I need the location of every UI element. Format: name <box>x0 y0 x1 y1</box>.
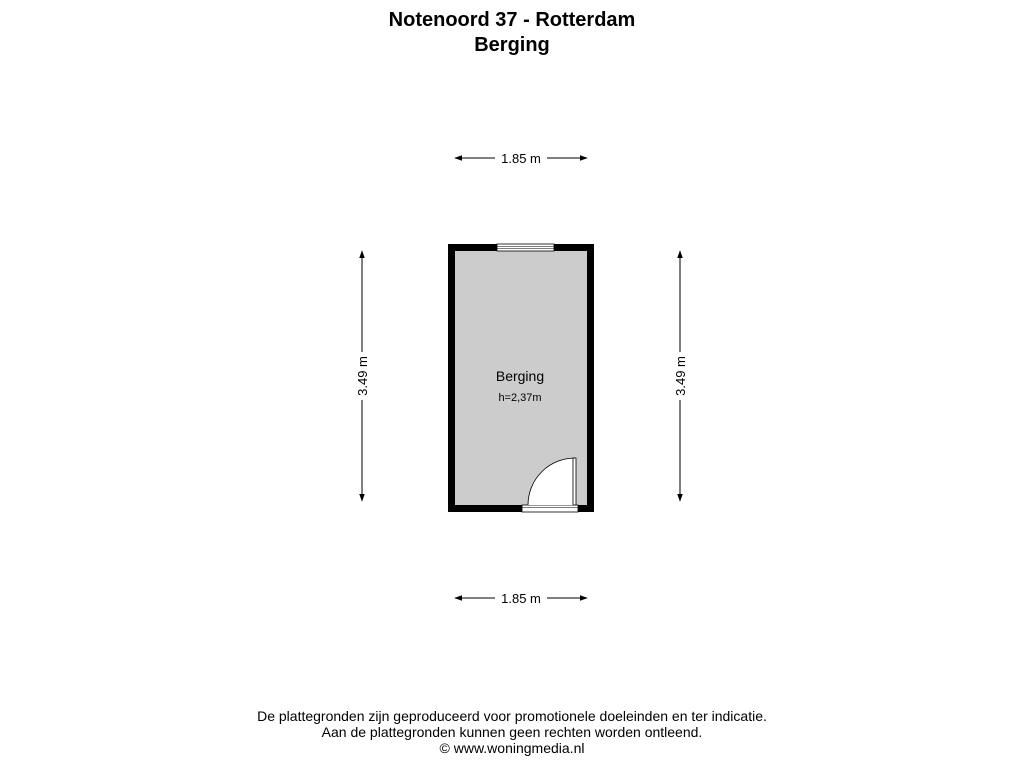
disclaimer-line-2: Aan de plattegronden kunnen geen rechten worden ontleend. <box>321 724 703 740</box>
dimension-label-bottom: 1.85 m <box>501 591 541 606</box>
dimension-left-depth <box>355 251 370 501</box>
door-leaf <box>573 458 576 505</box>
door-threshold <box>522 505 578 512</box>
dimension-label-left: 3.49 m <box>355 356 370 396</box>
dimension-bottom-width <box>455 591 587 606</box>
room-name: Berging <box>495 368 545 384</box>
dimension-right-depth <box>673 251 688 501</box>
disclaimer-line-1: De plattegronden zijn geproduceerd voor promotionele doeleinden en ter indicatie. <box>257 708 767 724</box>
plan-title-floor: Berging <box>474 34 550 56</box>
window-frame <box>497 244 554 251</box>
dimension-label-top: 1.85 m <box>501 151 541 166</box>
dimension-top-width <box>455 151 587 166</box>
room-height: h=2,37m <box>498 392 542 404</box>
window <box>497 244 554 251</box>
copyright-line: © www.woningmedia.nl <box>439 740 585 756</box>
dimension-label-right: 3.49 m <box>673 356 688 396</box>
plan-title-address: Notenoord 37 - Rotterdam <box>388 9 636 31</box>
room-berging <box>448 244 594 512</box>
